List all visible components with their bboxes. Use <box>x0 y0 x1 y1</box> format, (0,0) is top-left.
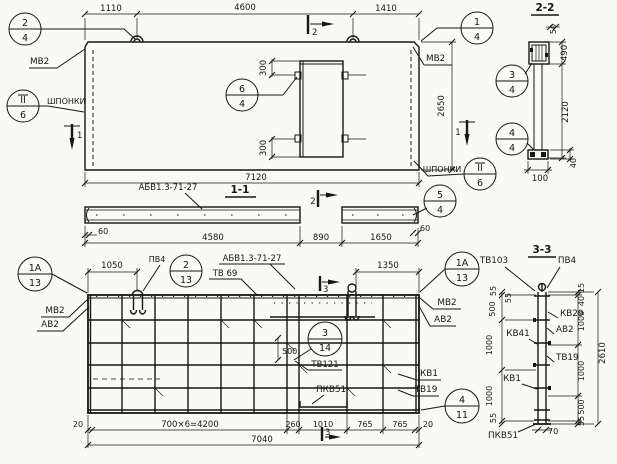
label-mv2-left <box>29 49 85 68</box>
svg-text:6: 6 <box>238 84 246 95</box>
svg-text:14: 14 <box>318 343 332 354</box>
callout-2-4 <box>9 13 135 45</box>
dim-1110: 1110 <box>100 4 122 14</box>
svg-text:АВ2: АВ2 <box>556 325 574 335</box>
svg-text:3: 3 <box>325 428 331 438</box>
svg-text:КВ29: КВ29 <box>560 309 584 319</box>
label-kv29 <box>548 309 583 319</box>
section-1-1-view <box>82 183 456 247</box>
dim-2610: 2610 <box>598 342 608 364</box>
svg-text:4: 4 <box>238 99 246 110</box>
section-title-3-3 <box>528 244 556 257</box>
dim-1350: 1350 <box>377 261 399 271</box>
section-marker-3-bottom <box>322 427 341 441</box>
label-tv69 <box>209 269 258 296</box>
dim-2120: 2120 <box>561 101 571 123</box>
dim-1410: 1410 <box>375 4 397 14</box>
svg-text:13: 13 <box>28 278 42 289</box>
svg-text:ТВ19: ТВ19 <box>414 385 438 395</box>
svg-text:4: 4 <box>508 143 516 154</box>
svg-text:АБВ1.3-71-27: АБВ1.3-71-27 <box>138 183 198 193</box>
svg-text:4: 4 <box>21 33 29 44</box>
section-marker-2 <box>308 15 334 38</box>
label-pkv51-s33 <box>488 424 536 441</box>
dim-55-bottom-left: 55 <box>489 412 498 424</box>
svg-text:МВ2: МВ2 <box>437 298 457 308</box>
svg-text:ТВ19: ТВ19 <box>556 353 579 363</box>
svg-text:ПКВ51: ПКВ51 <box>487 431 519 441</box>
dim-1650: 1650 <box>370 233 392 243</box>
svg-text:II: II <box>20 95 26 106</box>
dim-20-right: 20 <box>422 420 434 429</box>
dim-50: 50 <box>549 23 558 35</box>
section-marker-1-left <box>64 124 82 150</box>
dim-100: 100 <box>531 174 549 184</box>
label-av2-s33 <box>547 325 574 335</box>
svg-text:МВ2: МВ2 <box>45 306 65 316</box>
dim-15: 15 <box>577 282 586 294</box>
lifting-loop-icon <box>131 291 146 315</box>
svg-text:3: 3 <box>323 285 329 295</box>
callout-key-left <box>7 90 86 122</box>
dim-1010: 1010 <box>312 420 334 429</box>
svg-text:2: 2 <box>21 18 29 29</box>
svg-text:II: II <box>477 163 483 174</box>
dim-55-top: 55 <box>489 285 498 297</box>
svg-text:4: 4 <box>473 32 481 43</box>
dim-7120: 7120 <box>245 173 267 183</box>
svg-text:1А: 1А <box>28 263 42 274</box>
label-abv-s11 <box>139 183 202 209</box>
section-marker-1-right <box>455 120 475 146</box>
label-tv103 <box>479 256 535 291</box>
svg-text:3-3: 3-3 <box>532 244 552 256</box>
dim-490: 490 <box>560 44 570 62</box>
dim-1000-left-a: 1000 <box>485 334 494 356</box>
label-pv4-s33 <box>547 256 577 288</box>
dim-700x6: 700×6=4200 <box>161 420 219 430</box>
svg-text:13: 13 <box>455 273 469 284</box>
svg-text:ПВ4: ПВ4 <box>557 256 577 266</box>
dim-40: 40 <box>569 157 578 169</box>
dim-door-bottom: 300 <box>259 139 269 157</box>
dim-door-top: 300 <box>259 59 269 77</box>
callout-2-13 <box>170 255 202 287</box>
callout-key-right <box>414 158 496 190</box>
section-marker-2-mid <box>310 190 338 207</box>
label-tv19-plan <box>398 385 439 396</box>
callout-1a-13-right <box>420 252 479 292</box>
label-tv19-s33 <box>547 353 579 363</box>
svg-text:6: 6 <box>476 178 484 189</box>
svg-text:2: 2 <box>310 197 316 207</box>
label-mv2-plan-right <box>420 298 461 309</box>
dim-1000-right-a: 1000 <box>577 310 586 332</box>
label-shponki-right: ШПОНКИ <box>422 165 462 174</box>
dim-20-left: 20 <box>72 420 84 429</box>
dim-60-right: 60 <box>420 224 431 233</box>
svg-text:4: 4 <box>508 85 516 96</box>
dim-7040: 7040 <box>251 435 273 445</box>
svg-text:11: 11 <box>455 410 469 421</box>
section-3-3-view <box>479 244 608 441</box>
svg-text:МВ2: МВ2 <box>30 57 50 67</box>
svg-text:4: 4 <box>458 395 466 406</box>
svg-text:3: 3 <box>508 70 516 81</box>
svg-text:ПКВ51: ПКВ51 <box>315 385 347 395</box>
callout-1a-13-left <box>18 257 87 293</box>
dim-890: 890 <box>312 233 330 243</box>
svg-text:2: 2 <box>182 260 190 271</box>
svg-text:КВ1: КВ1 <box>420 369 438 379</box>
dim-60-left: 60 <box>98 227 109 236</box>
dim-70: 70 <box>548 427 559 436</box>
callout-3-4 <box>496 63 532 97</box>
dim-765-a: 765 <box>357 420 373 429</box>
dim-260: 260 <box>285 420 301 429</box>
svg-text:МВ2: МВ2 <box>426 54 446 64</box>
dim-2650: 2650 <box>437 95 447 117</box>
svg-text:1А: 1А <box>455 258 469 269</box>
callout-1-4 <box>421 12 493 44</box>
marker-label: 1 <box>77 131 83 141</box>
svg-text:ТВ 69: ТВ 69 <box>212 269 238 279</box>
label-kv1-plan <box>398 369 441 380</box>
label-shponki-left: ШПОНКИ <box>47 97 86 106</box>
label-kv1-s33 <box>503 374 537 389</box>
marker-label: 2 <box>312 28 318 38</box>
dim-500-right: 500 <box>577 399 586 415</box>
svg-text:4: 4 <box>508 128 516 139</box>
svg-text:5: 5 <box>436 190 444 201</box>
marker-label: 1 <box>455 128 461 138</box>
dim-55-inner: 55 <box>504 292 513 304</box>
elevation-view <box>7 3 496 190</box>
svg-text:2-2: 2-2 <box>535 2 555 14</box>
svg-text:3: 3 <box>321 328 329 339</box>
svg-text:ТВ103: ТВ103 <box>479 256 509 266</box>
svg-text:АВ2: АВ2 <box>434 315 452 325</box>
svg-text:ПВ4: ПВ4 <box>148 255 166 264</box>
dim-55-right: 55 <box>577 415 586 427</box>
callout-3-14 <box>294 322 342 360</box>
section-2-2-view <box>496 2 578 184</box>
door-opening <box>272 61 366 157</box>
dim-1050: 1050 <box>101 261 123 271</box>
svg-text:1-1: 1-1 <box>230 184 250 196</box>
section-title-1-1 <box>225 184 256 197</box>
svg-text:АВ2: АВ2 <box>41 320 59 330</box>
label-pv4-plan <box>143 255 165 291</box>
label-kv41 <box>506 329 537 344</box>
dim-40-right: 40 <box>577 295 586 307</box>
svg-text:КВ41: КВ41 <box>506 329 530 339</box>
dim-765-b: 765 <box>392 420 408 429</box>
svg-text:ТВ121: ТВ121 <box>311 360 339 370</box>
svg-text:4: 4 <box>436 205 444 216</box>
dim-1000-right-b: 1000 <box>577 360 586 382</box>
callout-6-4 <box>226 77 297 111</box>
section-marker-3-top <box>320 276 340 295</box>
dim-500-left: 500 <box>488 301 497 317</box>
svg-text:1: 1 <box>473 17 481 28</box>
dim-4600: 4600 <box>234 3 256 13</box>
dim-500: 500 <box>282 347 298 356</box>
svg-text:13: 13 <box>179 275 193 286</box>
plan-view <box>18 252 479 448</box>
callout-5-4 <box>413 185 456 217</box>
section-title-2-2 <box>531 2 559 15</box>
dim-1000-left-b: 1000 <box>485 385 494 407</box>
svg-text:АБВ1.3-71-27: АБВ1.3-71-27 <box>222 254 282 264</box>
svg-text:6: 6 <box>19 110 27 121</box>
svg-text:КВ1: КВ1 <box>503 374 521 384</box>
dim-4580: 4580 <box>202 233 224 243</box>
